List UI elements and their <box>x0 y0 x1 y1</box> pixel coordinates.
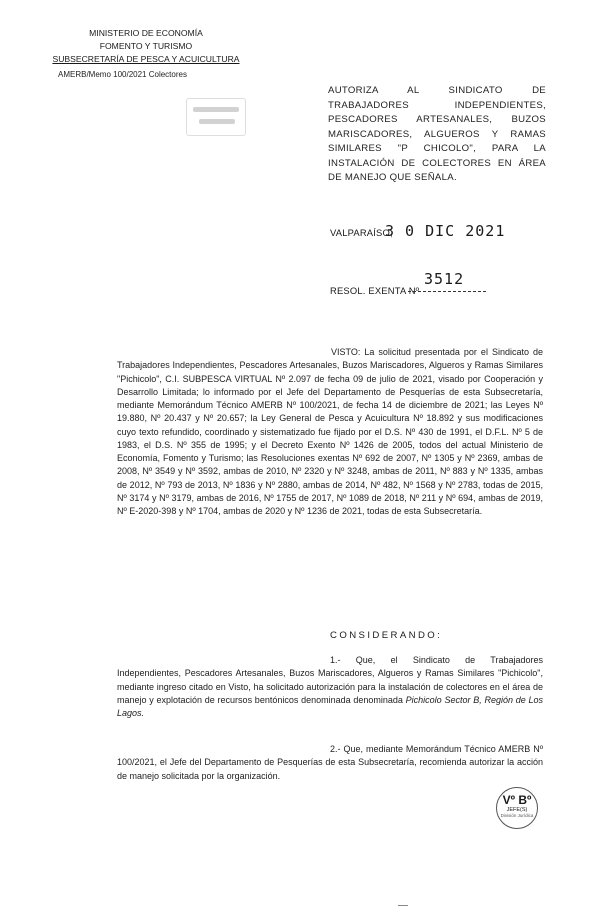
seal-main-text: Vº Bº <box>502 793 532 807</box>
considerando-paragraph-2: 2.- Que, mediante Memorándum Técnico AMERB Nº 100/2021, el Jefe del Departamento de Pesquerías de esta Subsecretaría, recomienda autorizar la acción de manejo solicitada por la organización. <box>117 744 543 781</box>
date-stamp: 3 0 DIC 2021 <box>385 222 506 240</box>
visto-paragraph: VISTO: La solicitud presentada por el Sindicato de Trabajadores Independientes, Pescadores Artesanales, Buzos Mariscadores, Algueros y Ramas Similares "Pichicolo", C.I. SUBPESCA VIRTUAL Nº 2.097 de fecha 09 de julio de 2021, visado por Cooperación y Desarrollo Limitada; lo informado por el Jefe del Departamento de Pesquerías de esta Subsecretaría, mediante Memorándum Técnico AMERB Nº 100/2021, de fecha 14 de diciembre de 2021; las Leyes Nº 19.880, Nº 20.437 y Nº 20.657; la Ley General de Pesca y Acuicultura Nº 18.892 y sus modificaciones cuyo texto refundido, coordinado y sistematizado fue fijado por el D.S. Nº 430 de 1991, el D.F.L. Nº 5 de 1983, el D.S. Nº 355 de 1995; y el Decreto Exento Nº 1426 de 2005, todos del actual Ministerio de Economía, Fomento y Turismo; las Resoluciones exentas Nº 692 de 2007, Nº 1305 y Nº 2369, ambas de 2008, Nº 3549 y Nº 3592, ambas de 2010, Nº 2320 y Nº 3248, ambas de 2011, Nº 883 y Nº 1335, ambas de 2012, Nº 793 de 2013, Nº 1836 y Nº 2880, ambas de 2014, Nº 482, Nº 1568 y Nº 2783, todas de 2015, Nº 3174 y Nº 3179, ambas de 2016, Nº 1755 de 2017, Nº 1089 de 2018, Nº 211 y Nº 694, ambas de 2019, Nº E-2020-398 y Nº 1704, ambas de 2020 y Nº 1236 de 2021, todas de esta Subsecretaría. <box>117 347 543 516</box>
page-mark <box>398 905 408 912</box>
seal-signature-text: División Jurídica <box>500 813 534 818</box>
resolution-number: 3512 <box>424 270 465 288</box>
resolution-number-line <box>408 291 486 292</box>
ministry-subtitle: FOMENTO Y TURISMO <box>99 41 193 51</box>
received-stamp <box>186 98 246 136</box>
considerando-paragraph-1 <box>117 654 543 720</box>
ministry-name: MINISTERIO DE ECONOMÍA <box>89 28 203 38</box>
considerando-heading: CONSIDERANDO: <box>330 630 443 641</box>
area-name: Pichicolo Sector B, Región de Los Lagos. <box>117 694 543 718</box>
place-label: VALPARAÍSO, <box>330 227 393 238</box>
subsecretariat-name: SUBSECRETARÍA DE PESCA Y ACUICULTURA <box>52 54 240 64</box>
approval-seal <box>496 787 538 829</box>
resolution-label: RESOL. EXENTA Nº <box>330 285 420 296</box>
paragraph-1-text: 1.- Que, el Sindicato de Trabajadores Independientes, Pescadores Artesanales, Buzos Mariscadores, Algueros y Ramas Similares "Pichicolo", mediante ingreso citado en Visto, ha solicitado autorización para la instalación de colectores en el área de manejo y explotación de recursos bentónicos denominada denominada <box>117 655 543 705</box>
memo-reference: AMERB/Memo 100/2021 Colectores <box>58 70 187 79</box>
seal-sub-text: JEFE(S) <box>506 807 528 813</box>
resolution-title: AUTORIZA AL SINDICATO DE TRABAJADORES INDEPENDIENTES, PESCADORES ARTESANALES, BUZOS MARISCADORES, ALGUEROS Y RAMAS SIMILARES "P CHICOLO", PARA LA INSTALACIÓN DE COLECTORES EN ÁREA DE MANEJO QUE SEÑALA. <box>328 85 546 183</box>
